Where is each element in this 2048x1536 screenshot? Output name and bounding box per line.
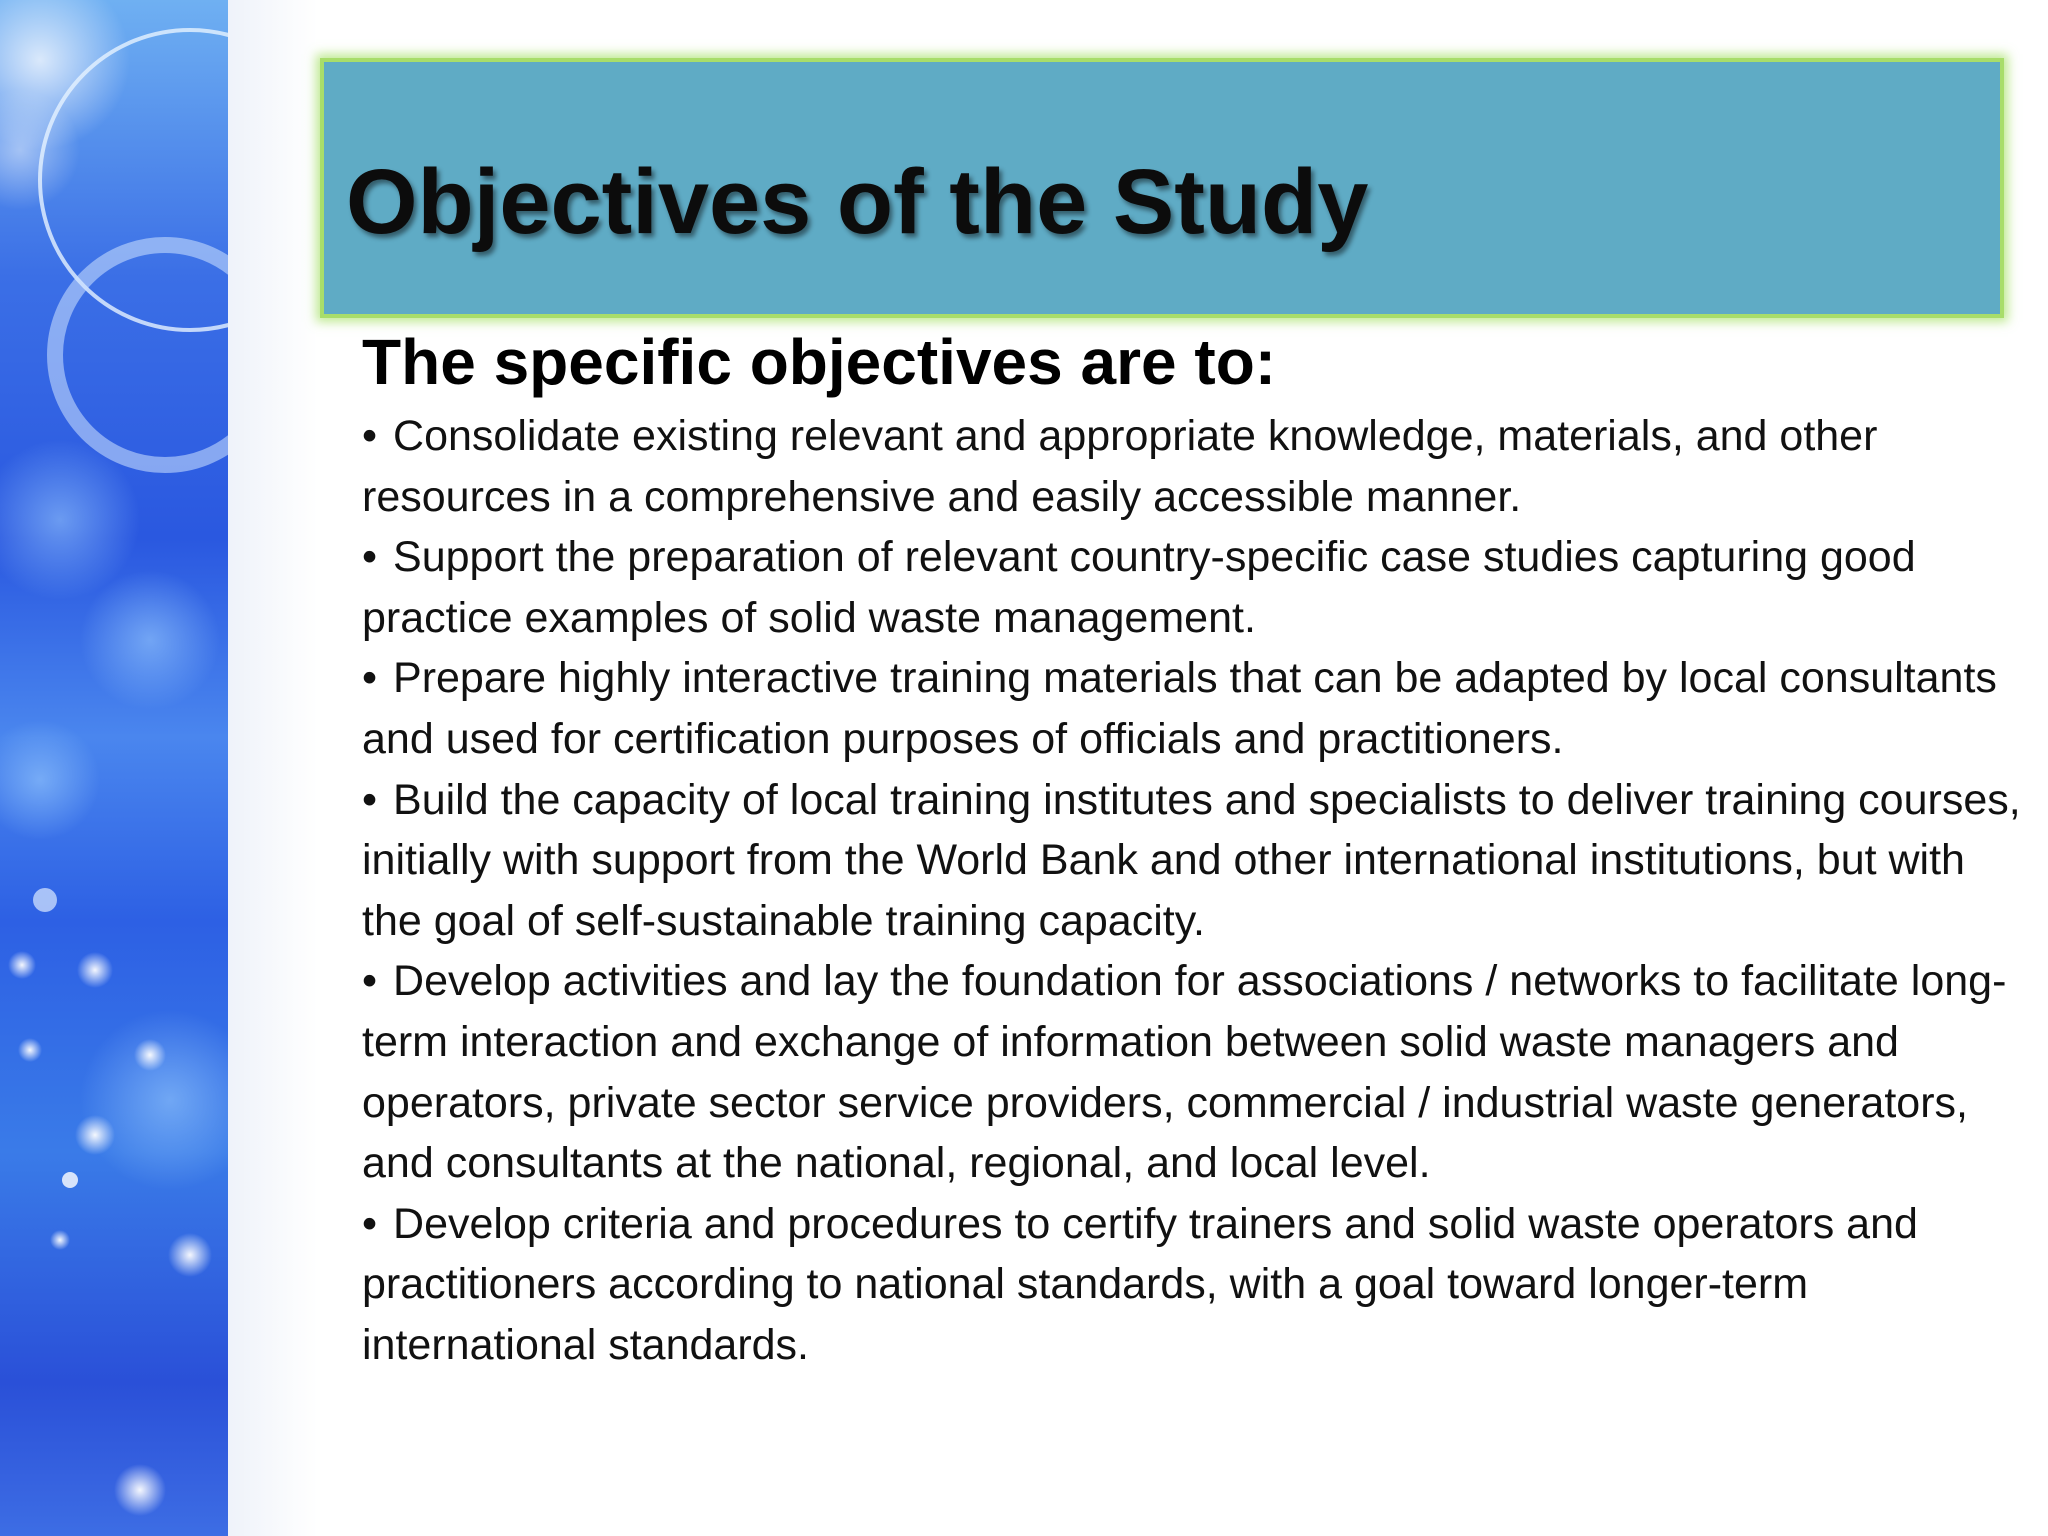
title-banner: [320, 58, 2004, 318]
bokeh-decoration-icon: [0, 0, 228, 1536]
objective-text: Develop criteria and procedures to certify trainers and solid waste operators and practitioners according to national standards, with a goal toward longer-term international standards.: [362, 1199, 1918, 1369]
decorative-bokeh-strip: [0, 0, 228, 1536]
objective-item: [362, 406, 2022, 527]
bullet-icon: •: [362, 957, 378, 1006]
strip-fade: [228, 0, 318, 1536]
slide-body: [362, 322, 2022, 1376]
bullet-icon: •: [362, 654, 378, 703]
objective-item: [362, 770, 2022, 952]
objective-item: [362, 648, 2022, 769]
bullet-icon: •: [362, 412, 378, 460]
objective-item: [362, 527, 2022, 648]
objective-item: [362, 1194, 2022, 1376]
slide-title: Objectives of the Study: [346, 151, 1369, 253]
objective-text: Prepare highly interactive training materials that can be adapted by local consultants and used for certification purposes of officials and practitioners.: [362, 654, 1997, 763]
objective-item: [362, 951, 2022, 1193]
objective-text: Support the preparation of relevant country-specific case studies capturing good practice examples of solid waste management.: [362, 533, 1916, 642]
objective-text: Build the capacity of local training institutes and specialists to deliver training courses, initially with support from the World Bank and other international institutions, but with the goal of self-sustainable training capacity.: [362, 775, 2021, 945]
bullet-icon: •: [362, 775, 378, 824]
bullet-icon: •: [362, 1199, 378, 1248]
bullet-icon: •: [362, 533, 378, 582]
objective-text: Consolidate existing relevant and appropriate knowledge, materials, and other resources in a comprehensive and easily accessible manner.: [362, 412, 1878, 521]
objectives-list: [362, 406, 2022, 1376]
objectives-subheading: The specific objectives are to:: [362, 326, 1277, 398]
objective-text: Develop activities and lay the foundation for associations / networks to facilitate long-term interaction and exchange of information between solid waste managers and operators, private sector service providers, commercial / industrial waste generators, and consultants at the national, regional, and local level.: [362, 957, 2007, 1188]
